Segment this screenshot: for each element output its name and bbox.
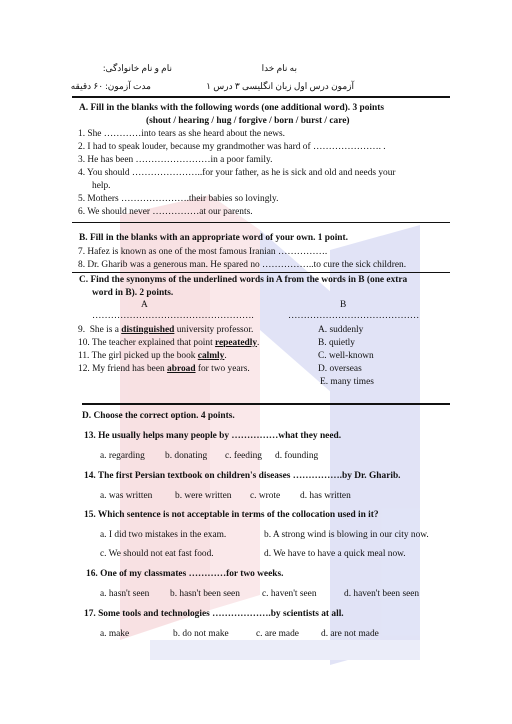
synonym-sentence: 10. The teacher explained that point repeatedly. xyxy=(78,338,260,348)
underlined-word: repeatedly xyxy=(215,338,258,348)
synonym-sentence: 9. She is a distinguished university professor. xyxy=(78,325,254,335)
list-item: 6. We should never ……………at our parents. xyxy=(78,207,253,217)
underlined-word: distinguished xyxy=(121,325,175,335)
list-item: 5. Mothers ………………….their babies so lovingly. xyxy=(78,194,279,204)
option: c. feeding xyxy=(225,451,262,461)
exam-title: آزمون درس اول زبان انگلیسی ۳ درس ۱ xyxy=(206,81,354,91)
section-a-wordbank: (shout / hearing / hug / forgive / born / burst / care) xyxy=(146,116,350,126)
section-c-title-cont: word in B). 2 points. xyxy=(92,288,174,298)
question-17: 17. Some tools and technologies ……………….by scientists at all. xyxy=(84,609,344,619)
name-label: نام و نام خانوادگی: xyxy=(103,63,172,73)
list-item: 3. He has been ……………………in a poor family. xyxy=(78,155,273,165)
section-a-title: A. Fill in the blanks with the following words (one additional word). 3 points xyxy=(79,103,384,113)
header-divider xyxy=(72,96,450,98)
underlined-word: abroad xyxy=(167,364,196,374)
list-item: 7. Hafez is known as one of the most famous Iranian ……………. xyxy=(78,247,328,257)
section-c-title: C. Find the synonyms of the underlined words in A from the words in B (one extra xyxy=(79,275,408,285)
list-item: 4. You should …………………..for your father, as he is sick and old and needs your xyxy=(78,168,396,178)
option: c. wrote xyxy=(250,491,281,501)
option: c. haven't seen xyxy=(262,589,317,599)
column-b-dots: …………………………………… xyxy=(288,311,420,321)
synonym-option: A. suddenly xyxy=(318,325,364,335)
option: d. haven't been seen xyxy=(344,589,420,599)
question-13: 13. He usually helps many people by ……………what they need. xyxy=(84,431,342,441)
option: d. are not made xyxy=(321,629,379,639)
section-b-title: B. Fill in the blanks with an appropriate word of your own. 1 point. xyxy=(79,233,348,243)
question-16: 16. One of my classmates …………for two weeks. xyxy=(86,569,284,579)
option: a. make xyxy=(100,629,130,639)
synonym-option: B. quietly xyxy=(318,338,355,348)
option: b. hasn't been seen xyxy=(170,589,240,599)
option: c. are made xyxy=(256,629,299,639)
synonym-option: C. well-known xyxy=(318,351,374,361)
option: a. hasn't seen xyxy=(100,589,150,599)
underlined-word: calmly xyxy=(197,351,225,361)
list-item: 8. Dr. Gharib was a generous man. He spared no ……………..to cure the sick children. xyxy=(78,260,407,270)
option: a. I did two mistakes in the exam. xyxy=(100,530,227,540)
option: c. We should not eat fast food. xyxy=(100,549,214,559)
section-d-title: D. Choose the correct option. 4 points. xyxy=(82,411,235,421)
list-item: 1. She …………into tears as she heard about the news. xyxy=(78,129,285,139)
synonym-option: D. overseas xyxy=(318,364,362,374)
option: a. regarding xyxy=(100,451,145,461)
column-a-header: A xyxy=(141,300,148,310)
option: b. do not make xyxy=(173,629,229,639)
option: d. founding xyxy=(275,451,319,461)
synonym-sentence: 11. The girl picked up the book calmly. xyxy=(78,351,227,361)
option: b. were written xyxy=(175,491,232,501)
synonym-option: E. many times xyxy=(320,377,374,387)
section-divider xyxy=(72,272,450,273)
section-divider xyxy=(72,222,450,223)
option: b. A strong wind is blowing in our city now. xyxy=(264,530,429,540)
question-15: 15. Which sentence is not acceptable in terms of the collocation used in it? xyxy=(84,510,379,520)
synonym-sentence: 12. My friend has been abroad for two years. xyxy=(78,364,250,374)
option: b. donating xyxy=(165,451,208,461)
column-a-dots: ……………………………………………. xyxy=(92,311,254,321)
list-item-continuation: help. xyxy=(92,181,111,191)
list-item: 2. I had to speak louder, because my grandmother was hard of …………………. . xyxy=(78,142,386,152)
bismillah: به نام خدا xyxy=(261,63,297,73)
question-14: 14. The first Persian textbook on children's diseases …………….by Dr. Gharib. xyxy=(84,471,401,481)
option: d. We have to have a quick meal now. xyxy=(264,549,406,559)
option: a. was written xyxy=(100,491,153,501)
section-divider xyxy=(82,403,450,405)
exam-duration: مدت آزمون: ۶۰ دقیقه xyxy=(70,81,151,91)
column-b-header: B xyxy=(340,300,347,310)
option: d. has written xyxy=(300,491,351,501)
